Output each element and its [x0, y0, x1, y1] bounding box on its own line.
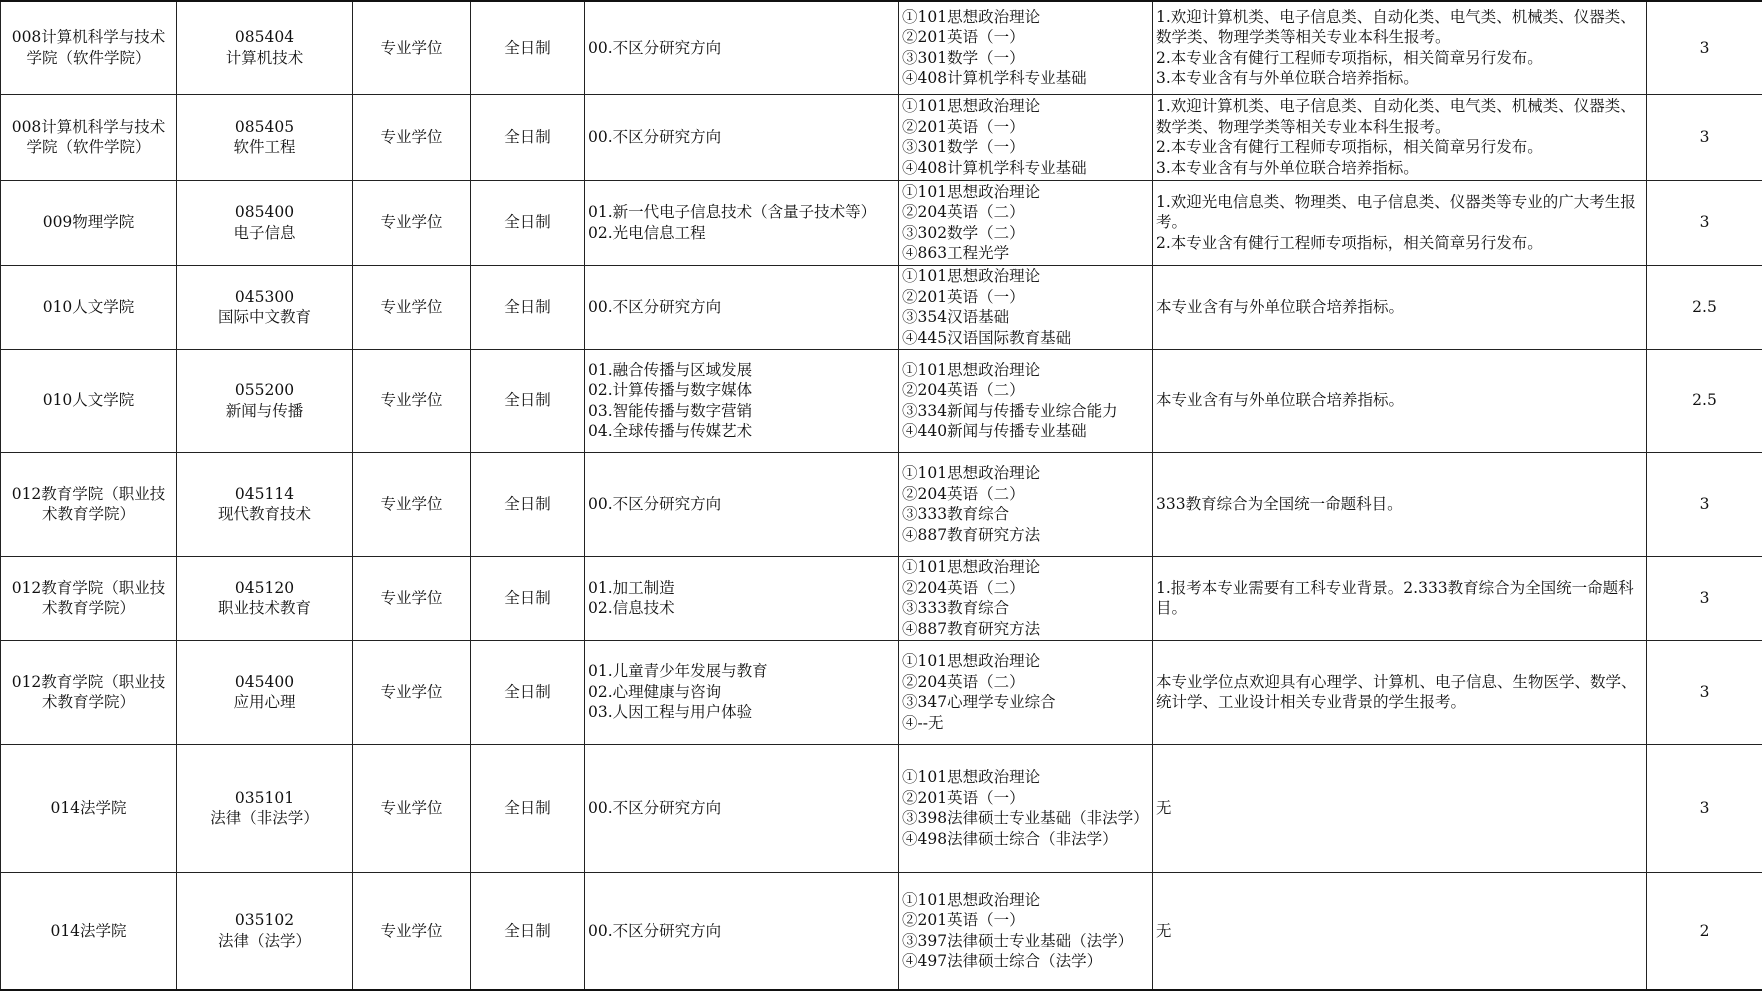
study-years: 3: [1699, 798, 1710, 817]
exam-subjects-cell: [899, 349, 1153, 452]
study-mode-cell: [471, 265, 585, 349]
note-text: 1.欢迎计算机类、电子信息类、自动化类、电气类、机械类、仪器类、数学类、物理学类等相关专业本科生报考。: [1156, 7, 1636, 47]
study-years: 2: [1699, 921, 1710, 940]
degree-type-cell: [353, 349, 471, 452]
degree-type-cell: [353, 640, 471, 744]
study-mode: 全日制: [504, 213, 551, 232]
note-text: 2.本专业含有健行工程师专项指标，相关简章另行发布。: [1156, 48, 1543, 67]
major-code: 045400: [234, 672, 295, 691]
college-cell: [1, 452, 177, 556]
notes-cell: [1153, 640, 1647, 744]
study-mode-cell: [471, 349, 585, 452]
college-cell: [1, 265, 177, 349]
research-direction: 01.新一代电子信息技术（含量子技术等）: [588, 203, 877, 221]
degree-type: 专业学位: [380, 798, 443, 817]
study-years-cell: [1647, 265, 1762, 349]
major-cell: [177, 452, 353, 556]
study-years: 3: [1699, 494, 1710, 513]
notes-cell: [1153, 872, 1647, 990]
exam-subject: ②201英语（一）: [902, 28, 1025, 47]
degree-type-cell: [353, 1, 471, 94]
study-mode-cell: [471, 640, 585, 744]
research-direction: 00.不区分研究方向: [588, 127, 722, 146]
exam-subject: ④498法律硕士综合（非法学）: [902, 829, 1118, 848]
major-code: 045120: [234, 578, 295, 597]
table-row: [1, 640, 1762, 744]
major-name: 软件工程: [233, 138, 296, 156]
research-direction: 01.儿童青少年发展与教育: [588, 662, 768, 681]
study-mode: 全日制: [504, 921, 551, 940]
research-direction: 03.智能传播与数字营销: [588, 401, 753, 420]
research-directions-cell: [585, 452, 899, 556]
study-mode-cell: [471, 744, 585, 872]
exam-subject: ③301数学（一）: [902, 48, 1025, 67]
exam-subjects-cell: [899, 872, 1153, 990]
major-code: 035102: [234, 911, 295, 930]
degree-type: 专业学位: [380, 494, 443, 513]
study-mode: 全日制: [504, 588, 551, 607]
table-row: [1, 744, 1762, 872]
exam-subjects-cell: [899, 1, 1153, 94]
exam-subjects-cell: [899, 452, 1153, 556]
college-cell: [1, 872, 177, 990]
degree-type: 专业学位: [380, 213, 443, 232]
exam-subject: ①101思想政治理论: [902, 890, 1041, 909]
exam-subject: ③302数学（二）: [902, 223, 1025, 242]
study-mode: 全日制: [504, 798, 551, 817]
major-code: 045300: [234, 287, 295, 306]
research-directions-cell: [585, 1, 899, 94]
degree-type: 专业学位: [380, 391, 443, 410]
notes-cell: [1153, 180, 1647, 265]
research-direction: 02.计算传播与数字媒体: [588, 381, 753, 399]
table-row: [1, 556, 1762, 640]
study-years-cell: [1647, 556, 1762, 640]
exam-subjects-cell: [899, 640, 1153, 744]
research-directions-cell: [585, 744, 899, 872]
research-directions-cell: [585, 265, 899, 349]
study-mode: 全日制: [504, 494, 551, 513]
college-cell: [1, 1, 177, 94]
research-direction: 02.光电信息工程: [588, 223, 706, 242]
notes-cell: [1153, 556, 1647, 640]
study-mode: 全日制: [504, 682, 551, 701]
degree-type: 专业学位: [380, 127, 443, 146]
study-years: 2.5: [1692, 297, 1717, 316]
study-mode: 全日制: [504, 297, 551, 316]
table-row: [1, 872, 1762, 990]
exam-subject: ②201英语（一）: [902, 911, 1025, 930]
degree-type-cell: [353, 265, 471, 349]
study-mode: 全日制: [504, 38, 551, 57]
degree-type-cell: [353, 556, 471, 640]
major-cell: [177, 556, 353, 640]
note-text: 本专业学位点欢迎具有心理学、计算机、电子信息、生物医学、数学、统计学、工业设计相关专业背景的学生报考。: [1156, 672, 1637, 711]
note-text: 3.本专业含有与外单位联合培养指标。: [1156, 69, 1419, 88]
notes-cell: [1153, 1, 1647, 94]
exam-subject: ①101思想政治理论: [902, 464, 1041, 482]
notes-cell: [1153, 94, 1647, 180]
study-mode: 全日制: [504, 127, 551, 146]
exam-subject: ①101思想政治理论: [902, 97, 1041, 115]
exam-subject: ③397法律硕士专业基础（法学）: [902, 931, 1134, 950]
research-directions-cell: [585, 640, 899, 744]
major-cell: [177, 1, 353, 94]
exam-subject: ③301数学（一）: [902, 138, 1025, 156]
exam-subject: ④440新闻与传播专业基础: [902, 422, 1087, 440]
major-cell: [177, 180, 353, 265]
study-years: 3: [1699, 682, 1710, 701]
major-name: 法律（法学）: [217, 931, 311, 950]
degree-type: 专业学位: [380, 297, 443, 316]
note-text: 2.本专业含有健行工程师专项指标，相关简章另行发布。: [1156, 233, 1543, 252]
table-row: [1, 1, 1762, 94]
degree-type-cell: [353, 872, 471, 990]
exam-subjects-cell: [899, 744, 1153, 872]
exam-subject: ③354汉语基础: [902, 308, 1010, 326]
college-name: 012教育学院（职业技术教育学院）: [11, 578, 166, 617]
college-name: 010人文学院: [42, 391, 135, 410]
degree-type: 专业学位: [380, 921, 443, 940]
research-directions-cell: [585, 180, 899, 265]
study-years: 3: [1699, 588, 1710, 607]
exam-subject: ③398法律硕士专业基础（非法学）: [902, 809, 1149, 827]
exam-subject: ④408计算机学科专业基础: [902, 158, 1087, 177]
study-years-cell: [1647, 452, 1762, 556]
major-name: 计算机技术: [225, 48, 304, 67]
study-mode-cell: [471, 180, 585, 265]
college-name: 008计算机科学与技术学院（软件学院）: [11, 117, 166, 156]
research-direction: 00.不区分研究方向: [588, 921, 722, 940]
major-name: 法律（非法学）: [210, 809, 319, 827]
exam-subject: ③347心理学专业综合: [902, 693, 1056, 711]
table-row: [1, 452, 1762, 556]
exam-subject: ④887教育研究方法: [902, 525, 1041, 544]
exam-subject: ②204英语（二）: [902, 672, 1025, 691]
note-text: 无: [1156, 921, 1172, 940]
exam-subject: ②201英语（一）: [902, 287, 1025, 306]
exam-subject: ④863工程光学: [902, 244, 1010, 262]
research-directions-cell: [585, 556, 899, 640]
study-years-cell: [1647, 640, 1762, 744]
exam-subject: ③334新闻与传播专业综合能力: [902, 401, 1118, 420]
study-years-cell: [1647, 349, 1762, 452]
exam-subject: ②201英语（一）: [902, 788, 1025, 807]
exam-subject: ①101思想政治理论: [902, 652, 1041, 670]
exam-subject: ①101思想政治理论: [902, 558, 1041, 576]
exam-subject: ②204英语（二）: [902, 203, 1025, 221]
study-years: 2.5: [1692, 391, 1717, 410]
college-name: 014法学院: [50, 798, 127, 817]
research-direction: 01.加工制造: [588, 578, 675, 597]
college-cell: [1, 349, 177, 452]
research-direction: 03.人因工程与用户体验: [588, 703, 753, 722]
study-years: 3: [1699, 213, 1710, 232]
table-row: [1, 349, 1762, 452]
notes-cell: [1153, 452, 1647, 556]
major-name: 国际中文教育: [217, 308, 311, 326]
exam-subjects-cell: [899, 556, 1153, 640]
exam-subject: ①101思想政治理论: [902, 768, 1041, 786]
notes-cell: [1153, 349, 1647, 452]
note-text: 333教育综合为全国统一命题科目。: [1156, 494, 1403, 513]
college-name: 012教育学院（职业技术教育学院）: [11, 484, 166, 523]
note-text: 本专业含有与外单位联合培养指标。: [1156, 391, 1405, 410]
research-direction: 02.信息技术: [588, 599, 675, 617]
exam-subject: ②204英语（二）: [902, 484, 1025, 503]
college-cell: [1, 94, 177, 180]
degree-type-cell: [353, 452, 471, 556]
table-row: [1, 265, 1762, 349]
college-cell: [1, 556, 177, 640]
major-code: 085405: [234, 117, 295, 136]
table-row: [1, 94, 1762, 180]
degree-type: 专业学位: [380, 682, 443, 701]
note-text: 2.本专业含有健行工程师专项指标，相关简章另行发布。: [1156, 138, 1543, 156]
research-direction: 04.全球传播与传媒艺术: [588, 422, 753, 440]
research-direction: 00.不区分研究方向: [588, 494, 722, 513]
college-cell: [1, 744, 177, 872]
study-mode-cell: [471, 1, 585, 94]
exam-subject: ④497法律硕士综合（法学）: [902, 952, 1103, 971]
exam-subject: ②201英语（一）: [902, 117, 1025, 136]
major-cell: [177, 872, 353, 990]
research-direction: 00.不区分研究方向: [588, 798, 722, 817]
exam-subject: ③333教育综合: [902, 599, 1010, 617]
study-mode-cell: [471, 94, 585, 180]
exam-subject: ①101思想政治理论: [902, 182, 1041, 201]
major-code: 055200: [234, 381, 295, 399]
degree-type-cell: [353, 180, 471, 265]
note-text: 无: [1156, 798, 1172, 817]
major-name: 应用心理: [233, 693, 296, 711]
exam-subjects-cell: [899, 180, 1153, 265]
study-years-cell: [1647, 1, 1762, 94]
major-code: 085400: [234, 203, 295, 221]
study-years-cell: [1647, 94, 1762, 180]
study-mode: 全日制: [504, 391, 551, 410]
exam-subject: ④408计算机学科专业基础: [902, 69, 1087, 88]
study-years-cell: [1647, 180, 1762, 265]
major-cell: [177, 265, 353, 349]
note-text: 本专业含有与外单位联合培养指标。: [1156, 297, 1405, 316]
study-mode-cell: [471, 556, 585, 640]
major-cell: [177, 640, 353, 744]
major-cell: [177, 349, 353, 452]
exam-subject: ④887教育研究方法: [902, 619, 1041, 638]
exam-subject: ③333教育综合: [902, 505, 1010, 523]
exam-subject: ①101思想政治理论: [902, 7, 1041, 26]
study-years-cell: [1647, 872, 1762, 990]
degree-type: 专业学位: [380, 588, 443, 607]
exam-subject: ④--无: [902, 713, 944, 732]
research-directions-cell: [585, 349, 899, 452]
exam-subject: ①101思想政治理论: [902, 267, 1041, 285]
note-text: 3.本专业含有与外单位联合培养指标。: [1156, 158, 1419, 177]
notes-cell: [1153, 744, 1647, 872]
research-direction: 00.不区分研究方向: [588, 297, 722, 316]
major-code: 035101: [234, 788, 295, 807]
major-name: 新闻与传播: [225, 401, 304, 420]
major-code: 085404: [234, 28, 295, 47]
college-name: 012教育学院（职业技术教育学院）: [11, 672, 166, 711]
degree-type: 专业学位: [380, 38, 443, 57]
research-direction: 01.融合传播与区域发展: [588, 360, 753, 379]
exam-subject: ②204英语（二）: [902, 578, 1025, 597]
college-name: 014法学院: [50, 921, 127, 940]
study-mode-cell: [471, 872, 585, 990]
degree-type-cell: [353, 94, 471, 180]
table-row: [1, 180, 1762, 265]
research-directions-cell: [585, 872, 899, 990]
note-text: 1.欢迎计算机类、电子信息类、自动化类、电气类、机械类、仪器类、数学类、物理学类等相关专业本科生报考。: [1156, 97, 1636, 136]
exam-subjects-cell: [899, 265, 1153, 349]
exam-subject: ②204英语（二）: [902, 381, 1025, 399]
major-cell: [177, 744, 353, 872]
study-mode-cell: [471, 452, 585, 556]
notes-cell: [1153, 265, 1647, 349]
note-text: 1.欢迎光电信息类、物理类、电子信息类、仪器类等专业的广大考生报考。: [1156, 192, 1636, 232]
major-code: 045114: [234, 484, 295, 503]
degree-type-cell: [353, 744, 471, 872]
research-directions-cell: [585, 94, 899, 180]
study-years-cell: [1647, 744, 1762, 872]
program-table-body: [1, 1, 1762, 990]
exam-subject: ①101思想政治理论: [902, 360, 1041, 379]
college-cell: [1, 180, 177, 265]
college-name: 010人文学院: [42, 297, 135, 316]
research-direction: 00.不区分研究方向: [588, 38, 722, 57]
major-name: 电子信息: [233, 223, 296, 242]
major-name: 现代教育技术: [217, 505, 311, 523]
study-years: 3: [1699, 38, 1710, 57]
note-text: 1.报考本专业需要有工科专业背景。2.333教育综合为全国统一命题科目。: [1156, 578, 1634, 617]
research-direction: 02.心理健康与咨询: [588, 682, 722, 701]
college-name: 009物理学院: [42, 213, 135, 232]
exam-subjects-cell: [899, 94, 1153, 180]
major-name: 职业技术教育: [217, 599, 311, 617]
major-cell: [177, 94, 353, 180]
college-name: 008计算机科学与技术学院（软件学院）: [11, 28, 166, 67]
study-years: 3: [1699, 127, 1710, 146]
college-cell: [1, 640, 177, 744]
exam-subject: ④445汉语国际教育基础: [902, 328, 1072, 347]
